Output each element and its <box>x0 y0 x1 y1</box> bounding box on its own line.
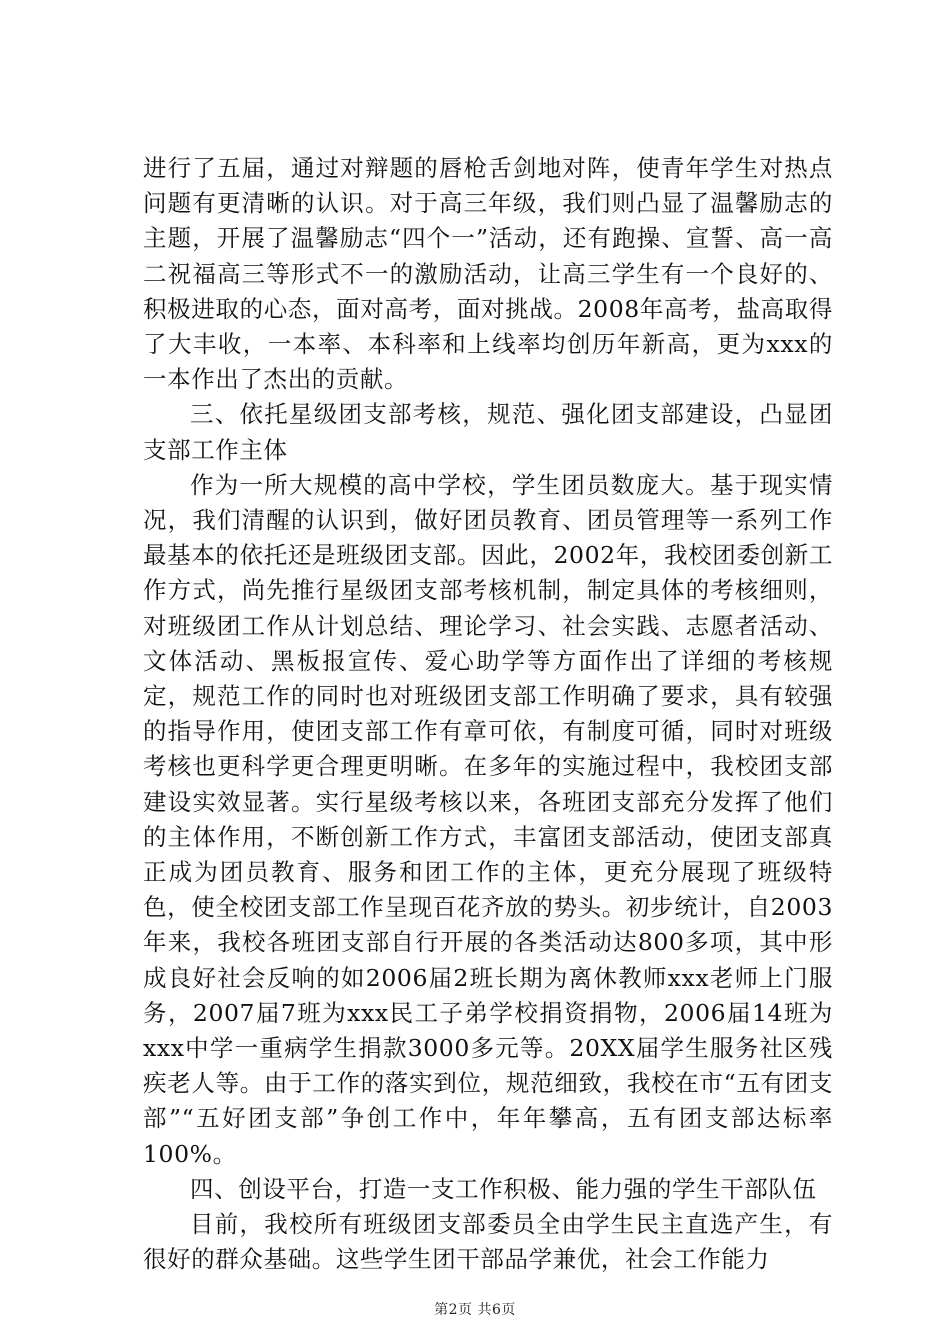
section-heading-3: 三、依托星级团支部考核，规范、强化团支部建设，凸显团支部工作主体 <box>143 400 833 464</box>
page-number-footer: 第2页 共6页 <box>434 1302 516 1318</box>
paragraph-1: 进行了五届，通过对辩题的唇枪舌剑地对阵，使青年学生对热点问题有更清晰的认识。对于高三年级，我们则凸显了温馨励志的主题，开展了温馨励志“四个一”活动，还有跑操、宣誓、高一高二祝福高三等形式不一的激励活动，让高三学生有一个良好的、积极进取的心态，面对高考，面对挑战。2008年高考，盐高取得了大丰收，一本率、本科率和上线率均创历年新高，更为xxx的一本作出了杰出的贡献。 <box>143 154 833 394</box>
paragraph-2: 作为一所大规模的高中学校，学生团员数庞大。基于现实情况，我们清醒的认识到，做好团员教育、团员管理等一系列工作最基本的依托还是班级团支部。因此，2002年，我校团委创新工作方式，尚先推行星级团支部考核机制，制定具体的考核细则，对班级团工作从计划总结、理论学习、社会实践、志愿者活动、文体活动、黑板报宣传、爱心助学等方面作出了详细的考核规定，规范工作的同时也对班级团支部工作明确了要求，具有较强的指导作用，使团支部工作有章可依，有制度可循，同时对班级考核也更科学更合理更明晰。在多年的实施过程中，我校团支部建设实效显著。实行星级考核以来，各班团支部充分发挥了他们的主体作用，不断创新工作方式，丰富团支部活动，使团支部真正成为团员教育、服务和团工作的主体，更充分展现了班级特色，使全校团支部工作呈现百花齐放的势头。初步统计，自2003年来，我校各班团支部自行开展的各类活动达800多项，其中形成良好社会反响的如2006届2班长期为离休教师xxx老师上门服务，2007届7班为xxx民工子弟学校捐资捐物，2006届14班为xxx中学一重病学生捐款3000多元等。20XX届学生服务社区残疾老人等。由于工作的落实到位，规范细致，我校在市“五有团支部”“五好团支部”争创工作中，年年攀高，五有团支部达标率100%。 <box>143 470 833 1168</box>
paragraph-3: 目前，我校所有班级团支部委员全由学生民主直选产生，有很好的群众基础。这些学生团干部品学兼优，社会工作能力 <box>143 1210 833 1274</box>
document-body <box>143 151 833 1278</box>
section-heading-4: 四、创设平台，打造一支工作积极、能力强的学生干部队伍 <box>190 1174 817 1203</box>
